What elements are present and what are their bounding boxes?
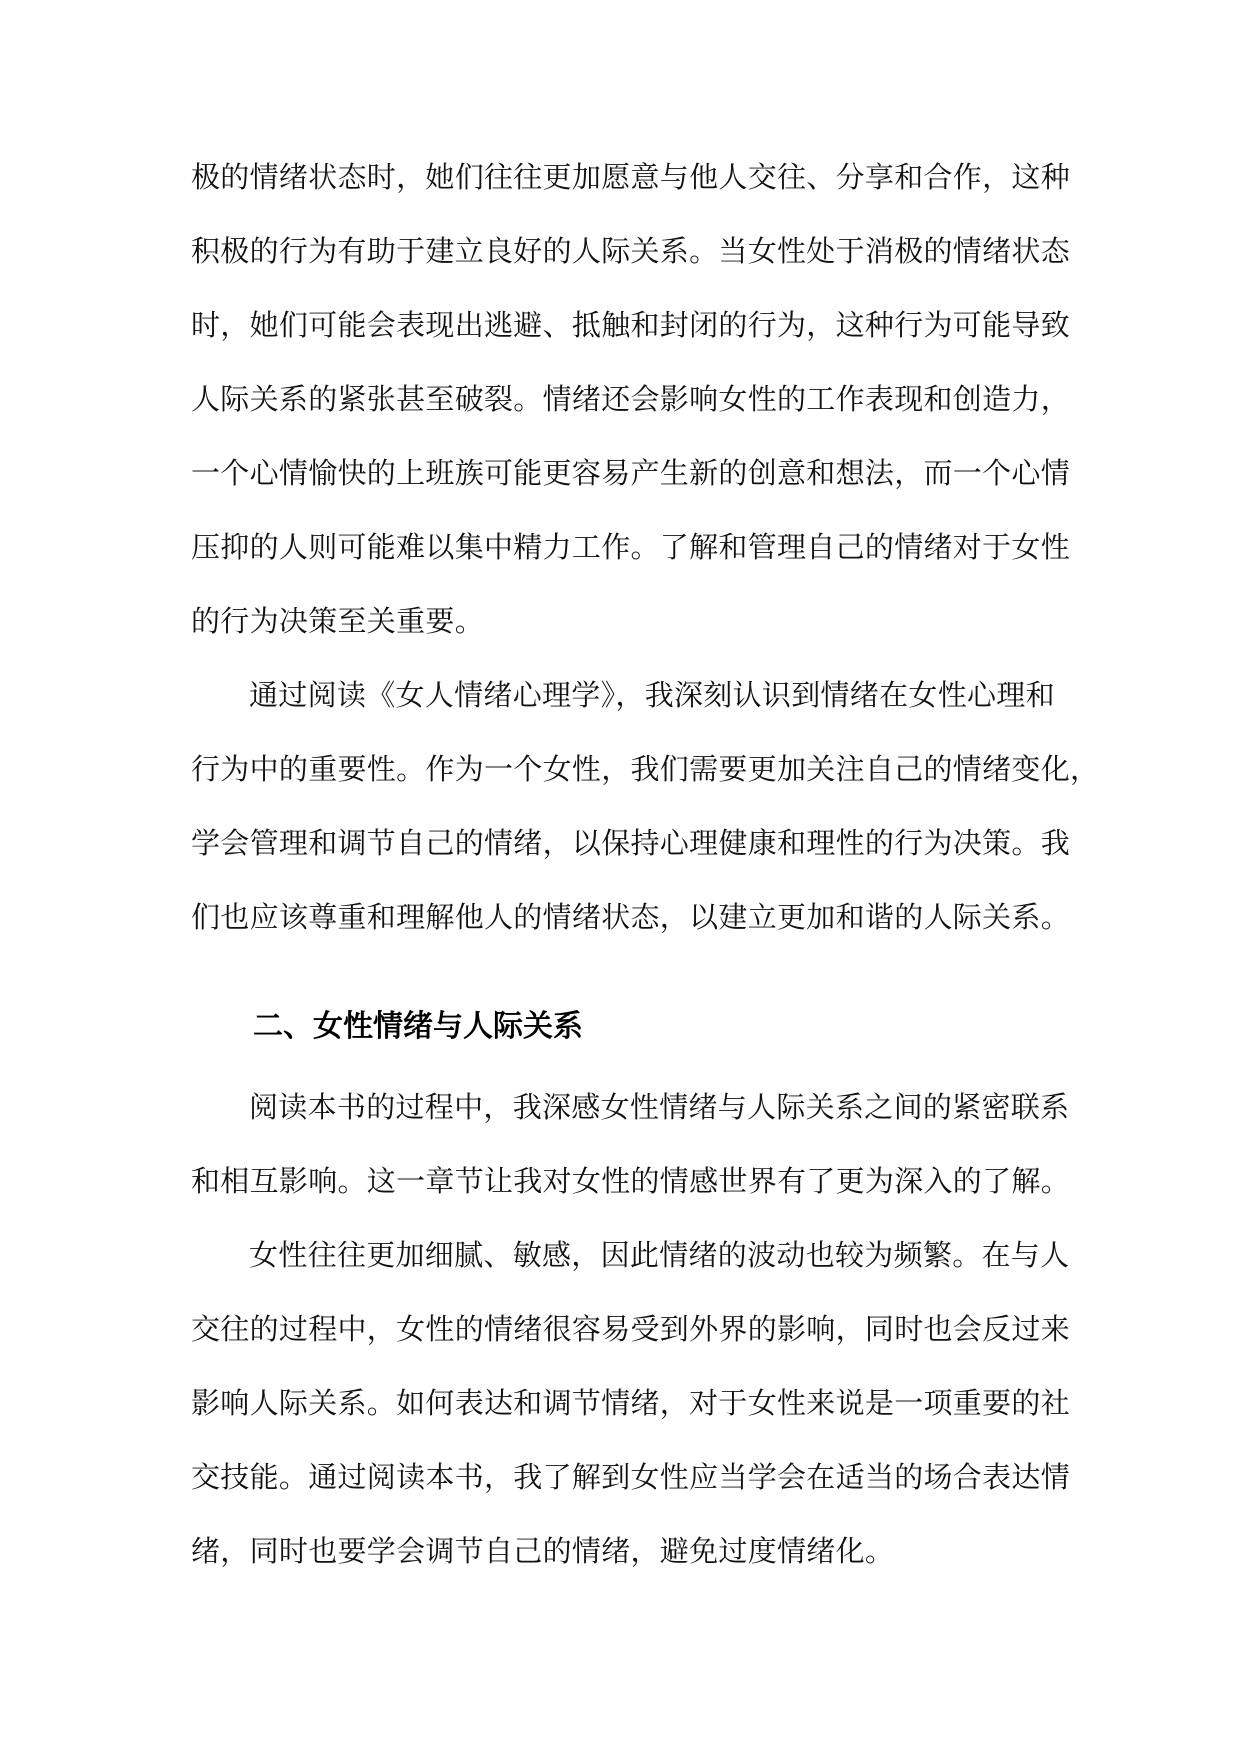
text-line: 时，她们可能会表现出逃避、抵触和封闭的行为，这种行为可能导致	[191, 308, 1071, 342]
text-line: 行为中的重要性。作为一个女性，我们需要更加关注自己的情绪变化，	[191, 752, 1100, 786]
document-body	[191, 140, 1100, 1588]
text-line: 阅读本书的过程中，我深感女性情绪与人际关系之间的紧密联系	[249, 1090, 1070, 1124]
text-line: 极的情绪状态时，她们往往更加愿意与他人交往、分享和合作，这种	[191, 160, 1071, 194]
text-line: 的行为决策至关重要。	[191, 604, 485, 638]
paragraph-2	[191, 658, 1100, 954]
text-line: 一个心情愉快的上班族可能更容易产生新的创意和想法，而一个心情	[191, 456, 1071, 490]
paragraph-4	[191, 1218, 1071, 1588]
text-line: 压抑的人则可能难以集中精力工作。了解和管理自己的情绪对于女性	[191, 530, 1071, 564]
text-line: 交往的过程中，女性的情绪很容易受到外界的影响，同时也会反过来	[191, 1312, 1071, 1346]
text-line: 影响人际关系。如何表达和调节情绪，对于女性来说是一项重要的社	[191, 1386, 1071, 1420]
text-line: 通过阅读《女人情绪心理学》，我深刻认识到情绪在女性心理和	[249, 678, 1055, 712]
text-line: 交技能。通过阅读本书，我了解到女性应当学会在适当的场合表达情	[191, 1460, 1071, 1494]
text-line: 人际关系的紧张甚至破裂。情绪还会影响女性的工作表现和创造力，	[191, 382, 1071, 416]
text-line: 积极的行为有助于建立良好的人际关系。当女性处于消极的情绪状态	[191, 234, 1071, 268]
paragraph-3	[191, 1070, 1071, 1218]
section-heading: 二、女性情绪与人际关系	[253, 1009, 583, 1044]
text-line: 们也应该尊重和理解他人的情绪状态，以建立更加和谐的人际关系。	[191, 900, 1071, 934]
text-line: 女性往往更加细腻、敏感，因此情绪的波动也较为频繁。在与人	[249, 1238, 1070, 1272]
text-line: 学会管理和调节自己的情绪，以保持心理健康和理性的行为决策。我	[191, 826, 1071, 860]
text-line: 和相互影响。这一章节让我对女性的情感世界有了更为深入的了解。	[191, 1164, 1071, 1198]
text-line: 绪，同时也要学会调节自己的情绪，避免过度情绪化。	[191, 1534, 895, 1568]
paragraph-1	[191, 140, 1071, 658]
